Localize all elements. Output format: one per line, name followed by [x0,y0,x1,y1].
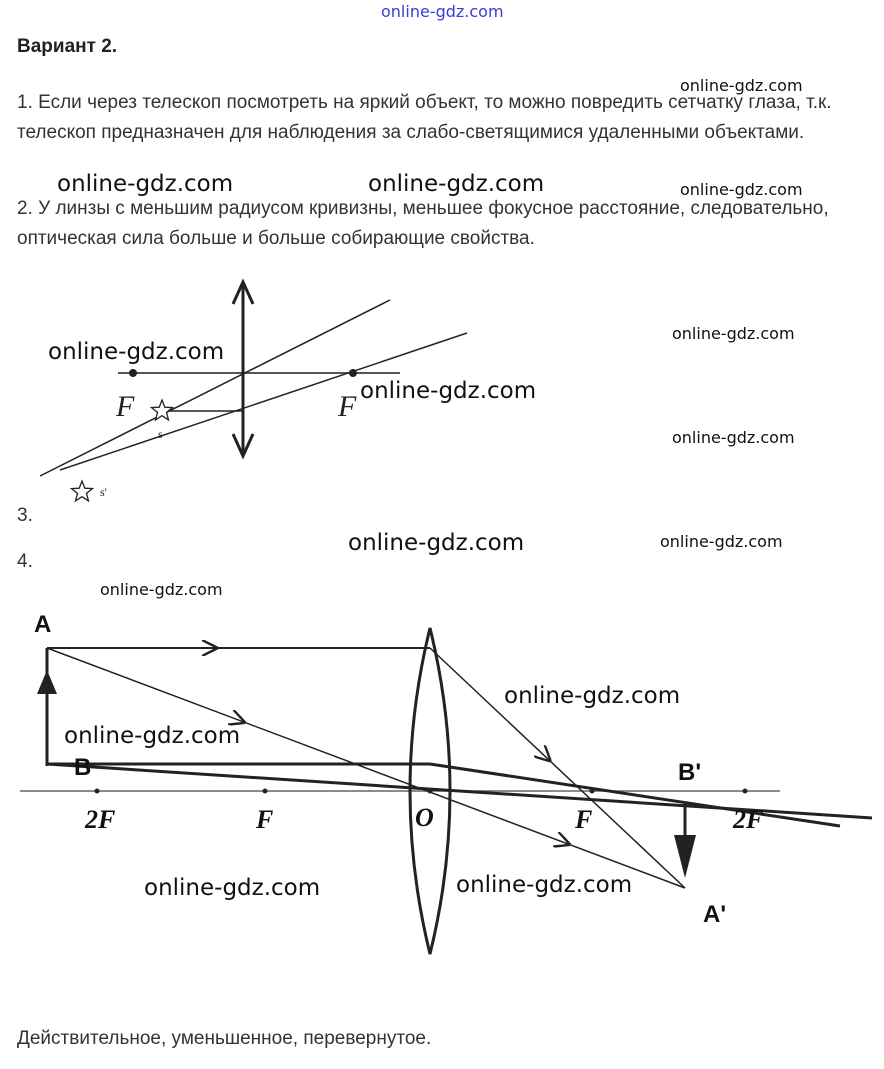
conclusion: Действительное, уменьшенное, перевернутое. [17,1028,432,1049]
object-arrowhead [37,670,57,694]
watermark: online-gdz.com [672,428,795,447]
watermark-top: online-gdz.com [381,2,504,21]
watermark: online-gdz.com [456,872,633,898]
label-b-prime: B' [678,759,702,786]
answer-2: 2. У линзы с меньшим радиусом кривизны, меньшее фокусное расстояние, следовательно, оптическая сила больше и больше собирающие свойства. [17,198,829,249]
ray-b-refracted [430,764,840,826]
label-f-left: F [256,805,274,834]
label-a-prime: A' [703,901,727,928]
watermark: online-gdz.com [680,76,803,95]
point-2f-right [743,789,748,794]
focus-point-left [129,369,137,377]
watermark: online-gdz.com [504,683,681,709]
answer-4: 4. [17,551,33,572]
watermark: online-gdz.com [660,532,783,551]
point-2f-left [95,789,100,794]
watermark: online-gdz.com [100,580,223,599]
label-2f-right: 2F [733,805,764,834]
label-image: s' [100,485,107,499]
page-title: Вариант 2. [17,36,118,57]
label-source: s [158,427,163,441]
watermark: online-gdz.com [48,339,225,365]
watermark: online-gdz.com [64,723,241,749]
label-a: A [34,611,52,638]
point-f-left [263,789,268,794]
answer-3: 3. [17,505,33,526]
image-arrowhead [674,835,696,878]
label-b: B [74,754,92,781]
label-o: O [415,803,434,832]
watermark: online-gdz.com [360,378,537,404]
watermark: online-gdz.com [348,530,525,556]
watermark: online-gdz.com [368,171,545,197]
image-star [72,481,93,501]
source-star [152,400,173,420]
answer-1: 1. Если через телескоп посмотреть на яркий объект, то можно повредить сетчатку глаза, т.к. телескоп предназначен для наблюдения за слабо-светящимися удаленными объектами. [17,92,832,143]
label-2f-left: 2F [85,805,116,834]
watermark: online-gdz.com [144,875,321,901]
watermark: online-gdz.com [57,171,234,197]
label-f-right: F [575,805,593,834]
watermark: online-gdz.com [672,324,795,343]
watermark: online-gdz.com [680,180,803,199]
label-focus-left: F [116,390,135,423]
figure-lens-construction [0,610,884,970]
label-focus-right: F [338,390,357,423]
ray-through-center [40,300,390,476]
